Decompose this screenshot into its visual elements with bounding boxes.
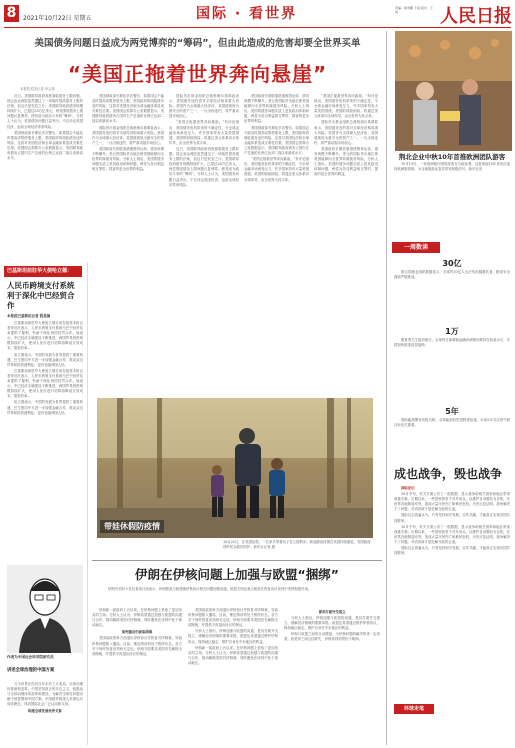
column-divider bbox=[386, 31, 387, 745]
weekly-paragraph: 联合国粮农组织数据显示，全球约30亿人无法负担健康饮食，粮食安全面临严峻挑战。 bbox=[394, 270, 510, 280]
essay-subhead: 构建全球发展伙伴关系 bbox=[28, 709, 62, 714]
lead-column-5 bbox=[314, 94, 378, 394]
lead-paragraph: “美国正拖着世界奔向悬崖。”有评论指出，美国债务危机带来的不确定性，令全球金融市场承受压力。许多国家持有大量美国国债，美国的财政困局，将通过美元体系向全球传导，由全世界为其买单。 bbox=[169, 120, 239, 145]
box-paragraph: 哈立德表示，中国的发展为世界提供了重要机遇，巴方愿同中方进一步加强金融合作，推动双边贸易和投资便利化，更好造福两国人民。 bbox=[7, 400, 83, 415]
photo2-paragraph: 10月19日，一家欧洲旅行团的游客在当地参观。这是该地10年来首次接待欧洲旅游团，为当地旅游业复苏带来积极信号。新华社发 bbox=[394, 162, 510, 172]
photo2-title: 荆北企业中秋10年首推欧洲团队游客 bbox=[398, 153, 506, 161]
iran-subhead: 谋求打破外交孤立 bbox=[318, 610, 346, 614]
iran-paragraph: 分析人士指出，伊朗加强与欧盟的沟通，是其打破外交孤立、缓解经济困境的重要举措。欧盟也希望通过维护伊核协议，保持地区稳定，维护自身在中东地区的利益。 bbox=[284, 616, 380, 631]
issue-date: 2021年10月22日 星期五 bbox=[23, 15, 92, 22]
header-rule bbox=[4, 27, 511, 28]
lead-paragraph: 美国财政部长耶伦多次警告，如果国会不能及时提高或暂停债务上限，美国政府将面临债务违约风险，这将对美国经济和全球金融体系造成灾难性后果。美国国会预算办公室数据显示，美国联邦政府债务占国内生产总值的比例已达到二战以来最高水平。 bbox=[7, 130, 83, 161]
lead-paragraph: 近日，美国联邦政府再度面临债务上限问题。国会参众两院虽然通过了一项临时提高债务上限的法案，但这只是权宜之计。美国联邦政府债务规模持续扩大，已超过28万亿美元。两党围绕债务上限问题反复博弈，使其成为政治斗争的“筹码”。分析人士认为，美国债务问题日益突出，不仅冲击美国经济，也给全球经济带来风险。 bbox=[169, 146, 239, 187]
newspaper-logo: 人民日报 bbox=[440, 6, 512, 27]
lead-column-4 bbox=[244, 94, 309, 394]
lead-paragraph: 美国财政部长耶伦多次警告，如果国会不能及时提高或暂停债务上限，美国政府将面临债务违约风险，这将对美国经济和全球金融体系造成灾难性后果。美国国会预算办公室数据显示，美国联邦政府债务占国内生产总值的比例已达到二战以来最高水平。 bbox=[244, 125, 309, 156]
lead-column-1 bbox=[7, 94, 83, 262]
commentary-label: 国际论坛 bbox=[401, 486, 415, 490]
iran-subhead: 谈判重启仍面临困难 bbox=[121, 630, 153, 635]
iran-paragraph: 伊朗新一届政府上台以来，在伊核问题上采取了更加务实的立场。分析人士认为，伊朗希望通过加强与欧盟的沟通与合作，推动解除美国对伊制裁，同时避免在谈判中处于被动地位。 bbox=[92, 608, 182, 628]
iran-lead: 伊朗外长阿卜杜拉希扬日前表示，伊朗愿意与欧盟就伊核协议相关问题加强沟通，欧盟方面也表示愿意在恢复协议谈判中发挥积极作用。 bbox=[108, 587, 312, 591]
weekly-text-1 bbox=[394, 270, 510, 320]
weekly-numbers-label: 一周数读 bbox=[392, 242, 440, 253]
lead-paragraph: 近日，美国联邦政府再度面临债务上限问题。国会参众两院虽然通过了一项临时提高债务上限的法案，但这只是权宜之计。美国联邦政府债务规模持续扩大，已超过28万亿美元。两党围绕债务上限问题反复博弈，使其成为政治斗争的“筹码”。分析人士认为，美国债务问题日益突出，不仅冲击美国经济，也给全球经济带来风险。 bbox=[7, 94, 83, 129]
commentary-paragraph: 10月中旬，有关方面公布了一组数据，显示战争给相关国家和地区带来深重灾难。长期以来，一些国家热衷于对外用兵，以维护自身霸权为目的，在世界各地制造冲突，造成大量平民伤亡和难民危机。历史反复证明，战争解决不了问题，对话协商才是化解分歧的正道。 bbox=[394, 492, 510, 512]
box-paragraph: 巴基斯坦前驻华大使哈立德日前在接受本报记者采访时表示，人民币跨境支付系统为巴中经贸往来提供了便利，有助于深化两国经贸合作。他表示，中巴经济走廊建设不断推进，两国贸易投资规模持续扩大，使用人民币进行结算将降低交易成本，提高效率。 bbox=[7, 368, 83, 399]
family-walk-photo bbox=[97, 398, 373, 538]
author-caption: 作者为中国社会科学院研究员 bbox=[7, 655, 54, 659]
weekly-text-3 bbox=[394, 418, 510, 462]
lead-column-3 bbox=[169, 94, 239, 394]
iran-column-1 bbox=[92, 608, 182, 744]
page-number: 8 bbox=[4, 5, 19, 22]
author-portrait-image bbox=[7, 565, 83, 653]
commentary-paragraph: 10月中旬，有关方面公布了一组数据，显示战争给相关国家和地区带来深重灾难。长期以来，一些国家热衷于对外用兵，以维护自身霸权为目的，在世界各地制造冲突，造成大量平民伤亡和难民危机。历史反复证明，战争解决不了问题，对话协商才是化解分歧的正道。 bbox=[394, 524, 510, 544]
lead-paragraph: 美国政府长期依靠借债维持运转，债务规模不断攀升。美元的国际货币地位使美国能够向全世界转嫁债务风险。分析人士指出，美国的债务问题实质上是其政治体制问题，两党为各自利益相互掣肘，损害的是全世界的利益。 bbox=[314, 146, 378, 177]
box-paragraph: 哈立德表示，中国的发展为世界提供了重要机遇，巴方愿同中方进一步加强金融合作，推动双边贸易和投资便利化，更好造福两国人民。 bbox=[7, 352, 83, 367]
page-header bbox=[0, 0, 515, 30]
family-walk-image bbox=[97, 398, 373, 538]
iran-column-3 bbox=[284, 608, 380, 744]
lead-paragraph: 美国政府长期依靠借债维持运转，债务规模不断攀升。美元的国际货币地位使美国能够向全世界转嫁债务风险。分析人士指出，美国的债务问题实质上是其政治体制问题，两党为各自利益相互掣肘，损害的是全世界的利益。 bbox=[244, 94, 309, 124]
photo-caption: 10月21日，在英国伦敦，一名家长带着孩子在公园散步。新冠肺炎疫情在英国持续蔓延，英国政府呼吁民众做好防护。新华社记者 摄 bbox=[223, 540, 371, 549]
commentary-paragraph: 国际社会普遍认为，只有坚持和平发展、合作共赢，才能真正实现各国共同繁荣。 bbox=[394, 546, 510, 556]
box-title: 巴基斯坦前驻华大使哈立德： bbox=[4, 266, 82, 277]
tourist-image bbox=[395, 31, 512, 151]
weekly-number-1: 30亿 bbox=[442, 259, 462, 268]
box-paragraph: 巴基斯坦前驻华大使哈立德日前在接受本报记者采访时表示，人民币跨境支付系统为巴中经贸往来提供了便利，有助于深化两国经贸合作。他表示，中巴经济走廊建设不断推进，两国贸易投资规模持续扩大，使用人民币进行结算将降低交易成本，提高效率。 bbox=[7, 321, 83, 351]
essay-paragraph: 当今世界正经历百年未有之大变局，全球治理体系深刻变革。中国坚持真正的多边主义，积极参与全球治理体系改革和建设，为解决全球性问题贡献中国智慧和中国方案。中国倡导构建人类命运共同体理念，得到国际社会广泛认同和支持。 bbox=[7, 682, 83, 707]
iran-paragraph: 伊朗新一届政府上台以来，在伊核问题上采取了更加务实的立场。分析人士认为，伊朗希望通过加强与欧盟的沟通与合作，推动解除美国对伊制裁，同时避免在谈判中处于被动地位。 bbox=[188, 645, 278, 665]
box-body bbox=[7, 321, 83, 557]
lead-paragraph: 国际货币基金组织总裁格奥尔基耶娃表示，美国债务违约将对全球经济构成重大风险。美国作为全球最大经济体，其国债被视为最安全的资产之一，一旦出现违约，将严重动摇市场信心。 bbox=[92, 125, 164, 145]
box-byline: 本报驻巴基斯坦记者 程是颉 bbox=[7, 314, 51, 318]
weekly-text-2 bbox=[394, 338, 510, 400]
column-divider bbox=[87, 262, 88, 745]
corner-label: 环球走笔 bbox=[394, 704, 434, 714]
weekly-number-2: 1万 bbox=[445, 327, 459, 336]
lead-column-2 bbox=[92, 94, 164, 394]
iran-paragraph: 美国前政府单方面退出伊核协议并恢复对伊制裁，导致伊核问题陷入僵局。目前，维也纳谈判处于暂停状态，各方对于何时恢复谈判尚无定论。伊朗方面要求美国首先解除全部制裁，并提供不再退出协议的保证。 bbox=[92, 636, 182, 656]
author-portrait bbox=[7, 565, 83, 653]
section-title: 国际 · 看世界 bbox=[196, 6, 298, 22]
lead-paragraph: “美国正拖着世界奔向悬崖。”有评论指出，美国债务危机带来的不确定性，令全球金融市场承受压力。许多国家持有大量美国国债，美国的财政困局，将通过美元体系向全球传导，由全世界为其买单。 bbox=[314, 94, 378, 119]
lead-paragraph: 国际货币基金组织总裁格奥尔基耶娃表示，美国债务违约将对全球经济构成重大风险。美国作为全球最大经济体，其国债被视为最安全的资产之一，一旦出现违约，将严重动摇市场信心。 bbox=[314, 120, 378, 145]
lead-paragraph: 国际货币基金组织总裁格奥尔基耶娃表示，美国债务违约将对全球经济构成重大风险。美国作为全球最大经济体，其国债被视为最安全的资产之一，一旦出现违约，将严重动摇市场信心。 bbox=[169, 94, 239, 119]
lead-paragraph: “美国正拖着世界奔向悬崖。”有评论指出，美国债务危机带来的不确定性，令全球金融市场承受压力。许多国家持有大量美国国债，美国的财政困局，将通过美元体系向全球传导，由全世界为其买单。 bbox=[244, 157, 309, 182]
iran-paragraph: 美国前政府单方面退出伊核协议并恢复对伊制裁，导致伊核问题陷入僵局。目前，维也纳谈判处于暂停状态，各方对于何时恢复谈判尚无定论。伊朗方面要求美国首先解除全部制裁，并提供不再退出协议的保证。 bbox=[188, 608, 278, 628]
box-headline: 人民币跨境支付系统利于深化中巴经贸合作 bbox=[7, 281, 75, 310]
lead-byline: 本报驻美国记者 李志伟 bbox=[20, 87, 55, 91]
iran-column-2 bbox=[188, 608, 278, 744]
weekly-paragraph: 据世界卫生组织统计，全球每日新增新冠确诊病例仍维持在较高水平，多国加快推进疫苗接种。 bbox=[394, 338, 510, 348]
iran-headline: 伊朗在伊核问题上加强与欧盟“捆绑” bbox=[135, 567, 339, 582]
essay-body bbox=[7, 682, 83, 744]
tourist-photo bbox=[395, 31, 512, 151]
commentary-body bbox=[394, 486, 510, 700]
lead-paragraph: 美国财政部长耶伦多次警告，如果国会不能及时提高或暂停债务上限，美国政府将面临债务违约风险，这将对美国经济和全球金融体系造成灾难性后果。美国国会预算办公室数据显示，美国联邦政府债务占国内生产总值的比例已达到二战以来最高水平。 bbox=[92, 94, 164, 124]
weekly-paragraph: 国际能源署发布报告称，全球能源转型进程需加速，未来5年对实现气候目标至关重要。 bbox=[394, 418, 510, 428]
essay-headline: 讲述全球治理的中国方案 bbox=[7, 668, 55, 673]
weekly-number-3: 5年 bbox=[445, 407, 459, 416]
section-rule bbox=[92, 560, 382, 561]
commentary-paragraph: 国际社会普遍认为，只有坚持和平发展、合作共赢，才能真正实现各国共同繁荣。 bbox=[394, 513, 510, 523]
iran-paragraph: 伊朗与欧盟之间的互动增加，为伊核问题的解决带来一定希望。但美伊之间互信缺失，伊核谈判前景仍不明朗。 bbox=[284, 632, 380, 642]
lead-paragraph: 美国政府长期依靠借债维持运转，债务规模不断攀升。美元的国际货币地位使美国能够向全世界转嫁债务风险。分析人士指出，美国的债务问题实质上是其政治体制问题，两党为各自利益相互掣肘，损害的是全世界的利益。 bbox=[92, 146, 164, 172]
iran-paragraph: 分析人士指出，伊朗加强与欧盟的沟通，是其打破外交孤立、缓解经济困境的重要举措。欧盟也希望通过维护伊核协议，保持地区稳定，维护自身在中东地区的利益。 bbox=[188, 629, 278, 644]
editor-info: 责编：柴雪鹏 王雨 版式：王雨 bbox=[395, 6, 433, 14]
commentary-headline: 成也战争，毁也战争 bbox=[394, 467, 503, 481]
lead-headline: “美国正拖着世界奔向悬崖” bbox=[67, 62, 328, 86]
photo2-caption bbox=[394, 162, 510, 234]
photo-tag: 带娃休假防疫情 bbox=[100, 520, 164, 533]
lead-kicker: 美国债务问题日益成为两党博弈的“筹码”，但由此造成的危害却要全世界买单 bbox=[34, 38, 361, 49]
